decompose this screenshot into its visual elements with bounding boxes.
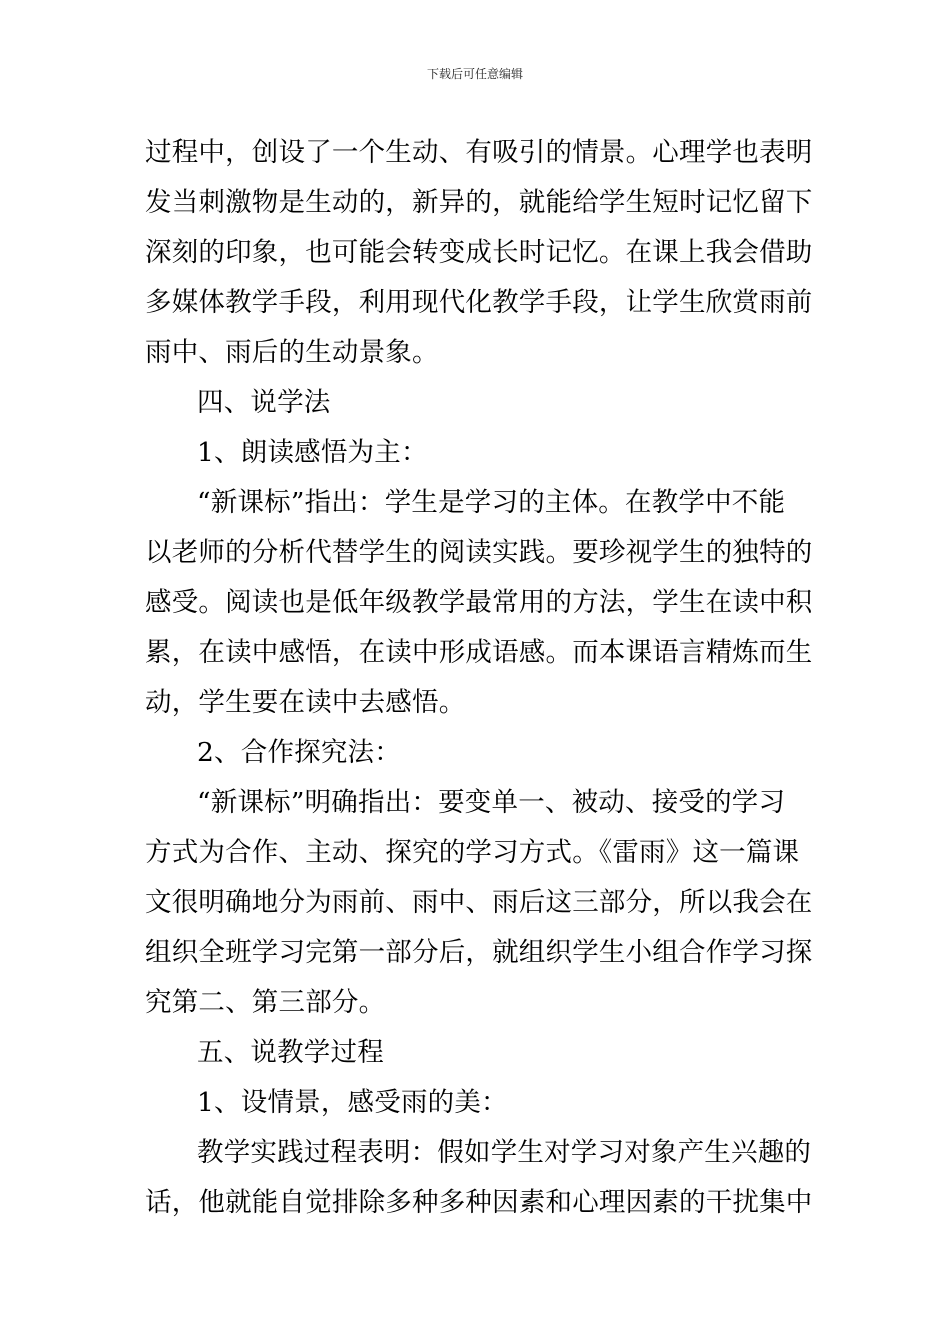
- text-line-3: 深刻的印象，也可能会转变成长时记忆。在课上我会借助: [145, 237, 813, 268]
- section-heading-4: 四、说学法: [197, 387, 331, 418]
- subheading-scene: 1、设情景，感受雨的美：: [197, 1087, 508, 1118]
- text-line-15: 方式为合作、主动、探究的学习方式。《雷雨》这一篇课: [145, 837, 800, 868]
- text-line-21: 教学实践过程表明：假如学生对学习对象产生兴趣的: [197, 1137, 812, 1168]
- text-line-8: “新课标”指出：学生是学习的主体。在教学中不能: [197, 487, 786, 518]
- document-body: [145, 128, 813, 1228]
- text-line-2: 发当刺激物是生动的，新异的，就能给学生短时记忆留下: [145, 187, 813, 218]
- text-line-11: 累，在读中感悟，在读中形成语感。而本课语言精炼而生: [145, 637, 813, 668]
- text-line-14: “新课标”明确指出：要变单一、被动、接受的学习: [197, 787, 786, 818]
- subheading-cooperation: 2、合作探究法：: [197, 737, 401, 768]
- text-line-5: 雨中、雨后的生动景象。: [145, 337, 439, 368]
- text-line-10: 感受。阅读也是低年级教学最常用的方法，学生在读中积: [145, 587, 813, 618]
- text-line-18: 究第二、第三部分。: [145, 987, 386, 1018]
- text-line-1: 过程中，创设了一个生动、有吸引的情景。心理学也表明: [145, 137, 813, 168]
- text-line-9: 以老师的分析代替学生的阅读实践。要珍视学生的独特的: [145, 537, 813, 568]
- subheading-reading: 1、朗读感悟为主：: [197, 437, 428, 468]
- text-line-12: 动，学生要在读中去感悟。: [145, 687, 466, 718]
- text-line-17: 组织全班学习完第一部分后，就组织学生小组合作学习探: [145, 937, 813, 968]
- section-heading-5: 五、说教学过程: [197, 1037, 384, 1068]
- page-header: 下载后可任意编辑: [426, 67, 523, 81]
- text-line-16: 文很明确地分为雨前、雨中、雨后这三部分，所以我会在: [145, 887, 813, 918]
- text-line-4: 多媒体教学手段，利用现代化教学手段，让学生欣赏雨前: [145, 287, 813, 318]
- text-line-22: 话，他就能自觉排除多种多种因素和心理因素的干扰集中: [145, 1187, 813, 1218]
